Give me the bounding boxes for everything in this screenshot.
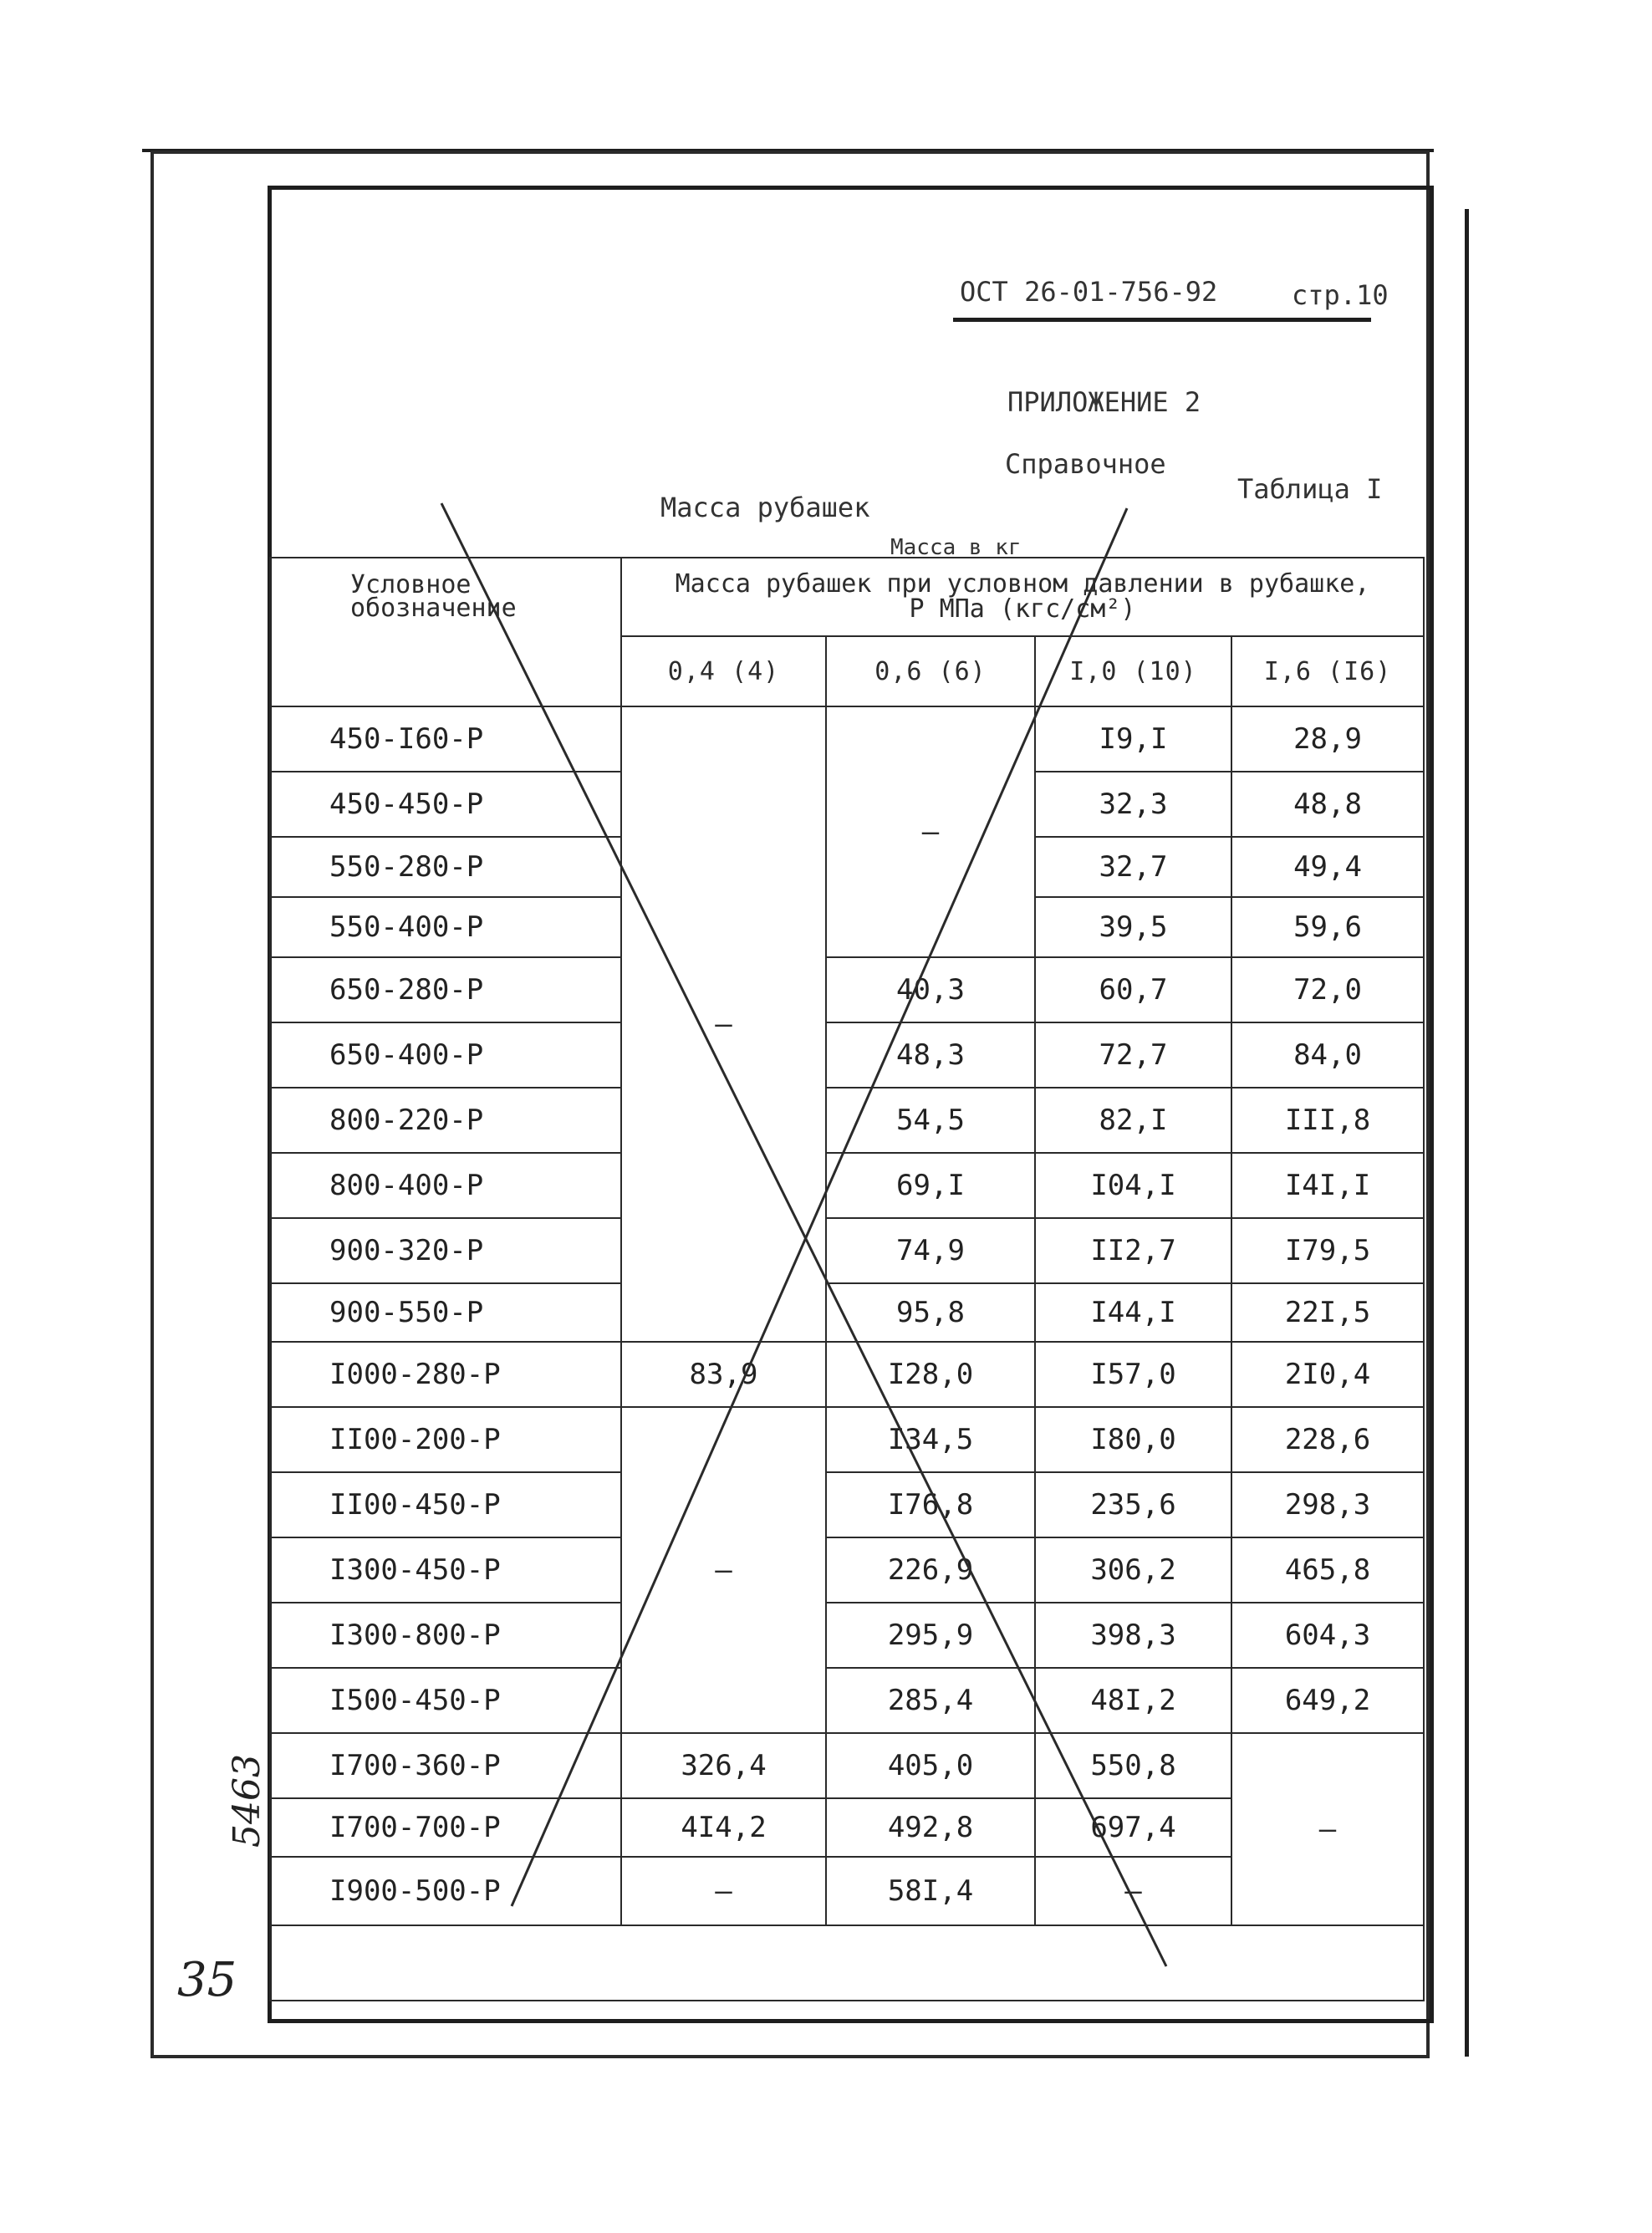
row-designation: 450-450-Р (270, 772, 621, 837)
group-header-line2: Р МПа (кгс/см²) (909, 594, 1136, 624)
mass-cell: 82,I (1035, 1088, 1231, 1153)
mass-cell: 59,6 (1231, 897, 1424, 957)
page-ref: стр.10 (1292, 279, 1389, 311)
mass-cell: 228,6 (1231, 1407, 1424, 1472)
mass-cell: 58I,4 (826, 1857, 1035, 1925)
mass-cell: 398,3 (1035, 1603, 1231, 1668)
standard-ref: ОСТ 26-01-756-92 (960, 276, 1218, 308)
mass-cell: I28,0 (826, 1342, 1035, 1407)
mass-cell: 492,8 (826, 1798, 1035, 1857)
mass-cell: 295,9 (826, 1603, 1035, 1668)
row-designation: 900-550-Р (270, 1283, 621, 1342)
row-designation: 800-220-Р (270, 1088, 621, 1153)
pressure-col-1-6: I,6 (I6) (1231, 636, 1424, 706)
row-designation: I300-450-Р (270, 1537, 621, 1603)
mass-cell: 32,3 (1035, 772, 1231, 837)
mass-cell: 39,5 (1035, 897, 1231, 957)
mass-cell: 83,9 (621, 1342, 826, 1407)
mass-cell: 72,0 (1231, 957, 1424, 1022)
mass-cell: 604,3 (1231, 1603, 1424, 1668)
pressure-col-0-6: 0,6 (6) (826, 636, 1035, 706)
empty-cell-dash: — (621, 706, 826, 1342)
row-designation: II00-450-Р (270, 1472, 621, 1537)
row-designation: I500-450-Р (270, 1668, 621, 1733)
row-designation: 650-400-Р (270, 1022, 621, 1088)
mass-cell: 697,4 (1035, 1798, 1231, 1857)
mass-cell: 48,8 (1231, 772, 1424, 837)
empty-cell-dash: — (621, 1407, 826, 1733)
mass-cell: 465,8 (1231, 1537, 1424, 1603)
mass-cell: 326,4 (621, 1733, 826, 1798)
mass-cell: 32,7 (1035, 837, 1231, 897)
row-designation: II00-200-Р (270, 1407, 621, 1472)
mass-cell: I44,I (1035, 1283, 1231, 1342)
mass-cell: 54,5 (826, 1088, 1035, 1153)
mass-cell: I9,I (1035, 706, 1231, 772)
empty-cell-dash: — (1035, 1857, 1231, 1925)
empty-cell-dash: — (1231, 1733, 1424, 1925)
row-designation: I000-280-Р (270, 1342, 621, 1407)
pressure-col-1-0: I,0 (10) (1035, 636, 1231, 706)
mass-cell: 22I,5 (1231, 1283, 1424, 1342)
mass-cell: 48I,2 (1035, 1668, 1231, 1733)
mass-cell: I76,8 (826, 1472, 1035, 1537)
mass-cell: 95,8 (826, 1283, 1035, 1342)
mass-cell: 226,9 (826, 1537, 1035, 1603)
empty-cell-dash: — (826, 706, 1035, 957)
page-number: 35 (177, 1953, 237, 2007)
mass-cell: 72,7 (1035, 1022, 1231, 1088)
pressure-col-0-4: 0,4 (4) (621, 636, 826, 706)
table-number: Таблица I (1237, 473, 1383, 505)
mass-cell: 2I0,4 (1231, 1342, 1424, 1407)
appendix-kind: Справочное (1005, 448, 1166, 480)
row-designation: 900-320-Р (270, 1218, 621, 1283)
mass-cell: 74,9 (826, 1218, 1035, 1283)
mass-cell: I57,0 (1035, 1342, 1231, 1407)
group-header-line1: Масса рубашек при условном давлении в рубашке, (675, 569, 1370, 599)
mass-cell: III,8 (1231, 1088, 1424, 1153)
mass-cell: 306,2 (1035, 1537, 1231, 1603)
mass-cell: I79,5 (1231, 1218, 1424, 1283)
mass-cell: 4I4,2 (621, 1798, 826, 1857)
row-designation: 550-280-Р (270, 837, 621, 897)
mass-cell: 405,0 (826, 1733, 1035, 1798)
mass-cell: 48,3 (826, 1022, 1035, 1088)
mass-cell: 28,9 (1231, 706, 1424, 772)
row-designation: 550-400-Р (270, 897, 621, 957)
cross-line-ascending (512, 508, 1127, 1906)
mass-cell: I80,0 (1035, 1407, 1231, 1472)
cross-line-descending (441, 503, 1166, 1966)
table-title: Масса рубашек (660, 492, 870, 523)
mass-cell: 69,I (826, 1153, 1035, 1218)
col-designation-header: Условное обозначение (270, 558, 621, 706)
mass-cell: 649,2 (1231, 1668, 1424, 1733)
mass-cell: 235,6 (1035, 1472, 1231, 1537)
mass-cell: 298,3 (1231, 1472, 1424, 1537)
row-designation: I700-360-Р (270, 1733, 621, 1798)
mass-cell: 285,4 (826, 1668, 1035, 1733)
mass-cell: 49,4 (1231, 837, 1424, 897)
row-designation: 450-I60-Р (270, 706, 621, 772)
row-designation: 650-280-Р (270, 957, 621, 1022)
mass-cell: 60,7 (1035, 957, 1231, 1022)
mass-cell: 84,0 (1231, 1022, 1424, 1088)
row-designation: I300-800-Р (270, 1603, 621, 1668)
unit-note: Масса в кг (890, 535, 1022, 560)
mass-cell: I4I,I (1231, 1153, 1424, 1218)
mass-cell: 40,3 (826, 957, 1035, 1022)
mass-cell: II2,7 (1035, 1218, 1231, 1283)
row-designation: I700-700-Р (270, 1798, 621, 1857)
appendix-title: ПРИЛОЖЕНИЕ 2 (1007, 386, 1201, 418)
row-designation: I900-500-Р (270, 1857, 621, 1925)
row-designation: 800-400-Р (270, 1153, 621, 1218)
margin-number: 5463 (226, 1754, 268, 1848)
mass-cell: I34,5 (826, 1407, 1035, 1472)
empty-cell-dash: — (621, 1857, 826, 1925)
mass-cell: 550,8 (1035, 1733, 1231, 1798)
mass-cell: I04,I (1035, 1153, 1231, 1218)
